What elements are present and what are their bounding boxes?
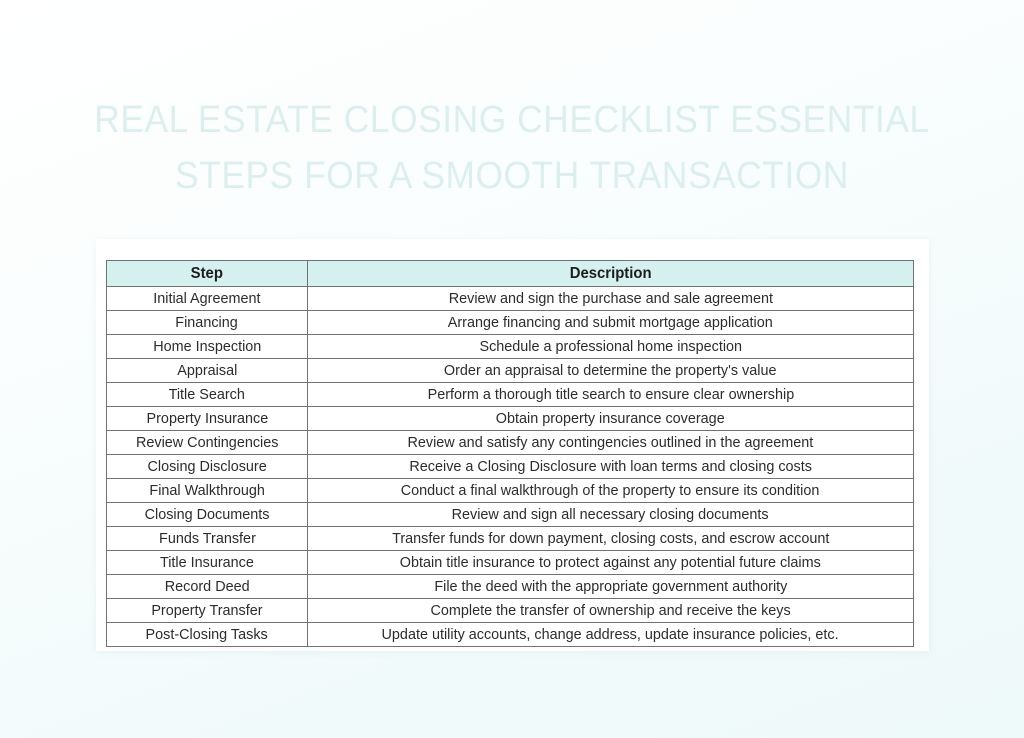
cell-step <box>107 431 308 455</box>
cell-description <box>308 503 914 527</box>
cell-step <box>107 503 308 527</box>
cell-step <box>107 527 308 551</box>
cell-step <box>107 311 308 335</box>
cell-description-label: Review and satisfy any contingencies outlined in the agreement <box>407 434 814 451</box>
page-title <box>0 92 1024 204</box>
cell-step <box>107 383 308 407</box>
cell-step-label: Appraisal <box>176 362 238 379</box>
cell-description <box>308 575 914 599</box>
cell-description <box>308 335 914 359</box>
cell-step-label: Post-Closing Tasks <box>145 626 269 643</box>
table-row <box>107 575 914 599</box>
cell-step-label: Closing Documents <box>144 506 270 523</box>
cell-description <box>308 431 914 455</box>
cell-description <box>308 527 914 551</box>
column-header-description <box>308 261 914 287</box>
cell-step <box>107 599 308 623</box>
cell-step-label: Initial Agreement <box>153 290 261 307</box>
cell-description <box>308 599 914 623</box>
closing-checklist-table <box>106 260 914 647</box>
table-header-row <box>107 261 914 287</box>
cell-step-label: Property Transfer <box>151 602 263 619</box>
cell-step-label: Financing <box>175 314 239 331</box>
table-row <box>107 383 914 407</box>
cell-step-label: Property Insurance <box>146 410 268 427</box>
cell-step <box>107 623 308 647</box>
table-row <box>107 527 914 551</box>
cell-description-label: Review and sign all necessary closing documents <box>452 506 769 523</box>
table-row <box>107 407 914 431</box>
cell-description <box>308 407 914 431</box>
table-row <box>107 551 914 575</box>
table-row <box>107 359 914 383</box>
cell-step-label: Title Search <box>168 386 246 403</box>
cell-step-label: Record Deed <box>164 578 250 595</box>
table-row <box>107 479 914 503</box>
table-row <box>107 623 914 647</box>
cell-step-label: Final Walkthrough <box>149 482 265 499</box>
cell-description <box>308 359 914 383</box>
cell-description-label: Obtain title insurance to protect against any potential future claims <box>399 554 822 571</box>
cell-description-label: Receive a Closing Disclosure with loan terms and closing costs <box>409 458 812 475</box>
cell-description <box>308 551 914 575</box>
cell-step <box>107 335 308 359</box>
cell-step <box>107 407 308 431</box>
cell-description-label: Order an appraisal to determine the property's value <box>444 362 777 379</box>
table-row <box>107 503 914 527</box>
cell-step-label: Funds Transfer <box>158 530 256 547</box>
cell-description-label: Update utility accounts, change address, update insurance policies, etc. <box>381 626 840 643</box>
cell-description-label: Review and sign the purchase and sale agreement <box>448 290 773 307</box>
cell-step <box>107 359 308 383</box>
cell-step <box>107 287 308 311</box>
cell-step <box>107 479 308 503</box>
cell-step <box>107 575 308 599</box>
page-title-line-1: REAL ESTATE CLOSING CHECKLIST ESSENTIAL <box>94 99 930 141</box>
table-body <box>107 287 914 647</box>
cell-description-label: File the deed with the appropriate government authority <box>433 578 788 595</box>
table-row <box>107 455 914 479</box>
cell-step <box>107 455 308 479</box>
cell-description-label: Transfer funds for down payment, closing costs, and escrow account <box>391 530 830 547</box>
cell-description <box>308 287 914 311</box>
cell-description-label: Obtain property insurance coverage <box>496 410 725 427</box>
column-header-step <box>107 261 308 287</box>
cell-description <box>308 383 914 407</box>
column-header-description-label: Description <box>569 264 652 282</box>
cell-description <box>308 623 914 647</box>
cell-description-label: Complete the transfer of ownership and receive the keys <box>430 602 791 619</box>
cell-description-label: Conduct a final walkthrough of the property to ensure its condition <box>401 482 820 499</box>
table-row <box>107 287 914 311</box>
page-title-line-2: STEPS FOR A SMOOTH TRANSACTION <box>175 155 849 197</box>
column-header-step-label: Step <box>190 264 224 282</box>
cell-step-label: Home Inspection <box>152 338 262 355</box>
cell-description <box>308 455 914 479</box>
table-row <box>107 335 914 359</box>
cell-step-label: Title Insurance <box>160 554 254 571</box>
table-row <box>107 311 914 335</box>
cell-description <box>308 479 914 503</box>
cell-step <box>107 551 308 575</box>
cell-step-label: Closing Disclosure <box>147 458 267 475</box>
cell-description-label: Perform a thorough title search to ensure clear ownership <box>427 386 794 403</box>
table-row <box>107 599 914 623</box>
cell-description-label: Schedule a professional home inspection <box>479 338 742 355</box>
table-row <box>107 431 914 455</box>
cell-description-label: Arrange financing and submit mortgage application <box>447 314 773 331</box>
table-header <box>107 261 914 287</box>
cell-step-label: Review Contingencies <box>135 434 279 451</box>
cell-description <box>308 311 914 335</box>
